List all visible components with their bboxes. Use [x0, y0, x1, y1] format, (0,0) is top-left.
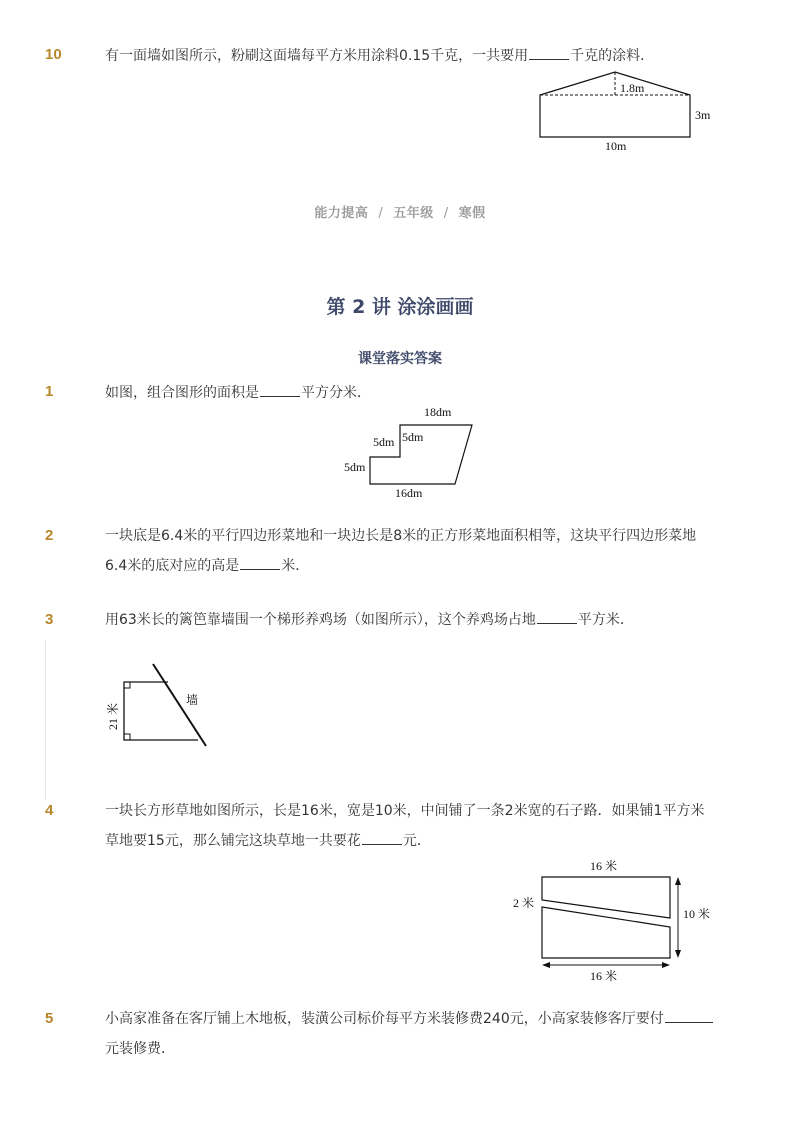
composite-figure	[340, 400, 490, 500]
question-number: 4	[45, 802, 54, 819]
arrow-head	[542, 962, 550, 968]
lawn-width-label: 10 米	[683, 907, 711, 921]
trapezoid-side-label: 21 米	[106, 702, 120, 730]
composite-top-label: 18dm	[424, 405, 452, 419]
right-angle-mark	[124, 682, 130, 688]
question-text	[105, 796, 745, 856]
arrow-head	[675, 950, 681, 958]
lawn-bottom-label: 16 米	[590, 969, 618, 983]
wall-label: 墙	[186, 693, 199, 707]
answer-blank	[665, 1006, 713, 1023]
answer-blank	[260, 380, 300, 397]
wall-line	[153, 664, 206, 746]
answer-blank	[240, 553, 280, 570]
question-text	[105, 521, 745, 581]
question-text-part: 平方米．	[577, 612, 634, 628]
question-text-part: 小高家准备在客厅铺上木地板，装潢公司标价每平方米装修费240元，小高家装修客厅要付	[105, 1011, 664, 1027]
arrow-head	[662, 962, 670, 968]
composite-step-height-label: 5dm	[402, 430, 424, 444]
question-text-part: 6.4米的底对应的高是	[105, 558, 240, 574]
composite-bottom-label: 16dm	[395, 486, 423, 500]
question-text	[105, 378, 371, 408]
answer-blank	[362, 828, 402, 845]
section-title: 课堂落实答案	[358, 351, 442, 367]
footer-separator: /	[443, 206, 449, 221]
arrow-head	[675, 877, 681, 885]
footer-separator: /	[378, 206, 384, 221]
footer-part: 能力提高	[314, 206, 369, 221]
answer-blank	[529, 43, 569, 60]
question-text-part: 如图，组合图形的面积是	[105, 385, 259, 401]
question-text	[105, 605, 634, 635]
question-number: 1	[45, 383, 54, 400]
wall-side-label: 3m	[695, 108, 711, 122]
wall-height-label: 1.8m	[620, 81, 645, 95]
question-line	[105, 551, 745, 581]
question-text-part: 平方分米．	[301, 385, 371, 401]
question-text	[105, 1004, 745, 1064]
road-width-label: 2 米	[513, 896, 535, 910]
question-line	[105, 826, 745, 856]
question-text-part: 千克的涂料．	[570, 48, 655, 64]
lecture-title: 第 2 讲 涂涂画画	[326, 296, 474, 318]
question-number: 3	[45, 611, 54, 628]
right-angle-mark	[124, 734, 130, 740]
page-footer	[0, 202, 800, 221]
lawn-lower-part	[542, 907, 670, 958]
trapezoid-figure	[100, 660, 220, 755]
question-text-part: 米．	[281, 558, 310, 574]
question-line	[105, 1004, 745, 1034]
question-line: 一块底是6.4米的平行四边形菜地和一块边长是8米的正方形菜地面积相等，这块平行四边形菜地	[105, 528, 697, 544]
question-text-part: 有一面墙如图所示，粉刷这面墙每平方米用涂料0.15千克，一共要用	[105, 48, 529, 64]
footer-part: 五年级	[393, 206, 434, 221]
footer-part: 寒假	[458, 206, 486, 221]
wall-base-label: 10m	[605, 139, 627, 153]
fence-outline	[124, 682, 198, 740]
question-line: 元装修费．	[105, 1041, 175, 1057]
question-line: 一块长方形草地如图所示，长是16米，宽是10米，中间铺了一条2米宽的石子路．如果铺1平方米	[105, 803, 705, 819]
composite-step-width-label: 5dm	[373, 435, 395, 449]
question-number: 10	[45, 46, 62, 63]
question-text-part: 草地要15元，那么铺完这块草地一共要花	[105, 833, 361, 849]
lawn-upper-part	[542, 877, 670, 918]
question-text-part: 用63米长的篱笆靠墙围一个梯形养鸡场（如图所示），这个养鸡场占地	[105, 612, 536, 628]
lawn-top-label: 16 米	[590, 859, 618, 873]
wall-outline	[540, 72, 690, 137]
question-number: 2	[45, 527, 54, 544]
answer-blank	[537, 607, 577, 624]
question-text-part: 元．	[402, 833, 431, 849]
margin-line	[45, 640, 46, 800]
question-number: 5	[45, 1010, 54, 1027]
wall-figure	[530, 65, 730, 155]
composite-left-label: 5dm	[344, 460, 366, 474]
lawn-figure	[505, 855, 725, 985]
